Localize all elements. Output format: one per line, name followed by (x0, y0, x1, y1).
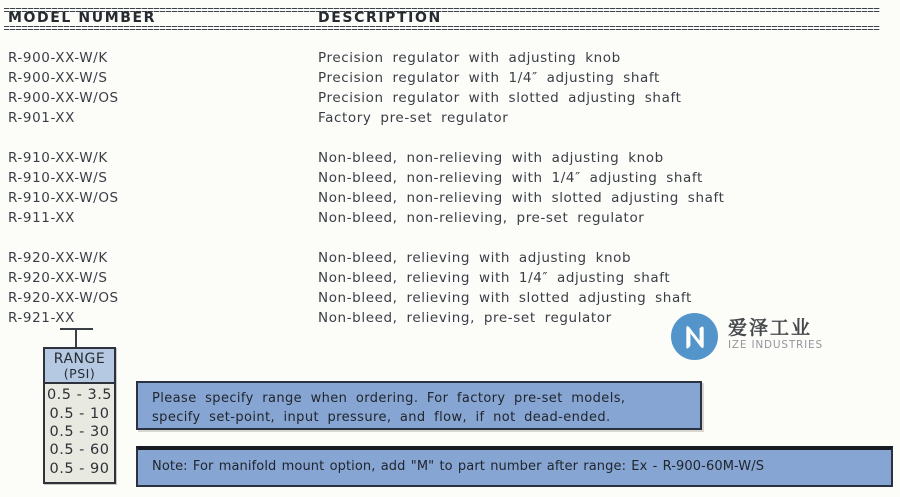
range-value: 0.5 - 10 (49, 405, 110, 422)
table-row (0, 248, 900, 268)
model-description: Factory pre-set regulator (318, 110, 509, 126)
model-number: R-920-XX-W/OS (8, 290, 119, 306)
model-number: R-911-XX (8, 210, 75, 226)
description-header: DESCRIPTION (318, 10, 442, 26)
range-subtitle: (PSI) (63, 366, 96, 381)
range-value-list (45, 384, 114, 480)
table-row (0, 148, 900, 168)
ize-watermark-text (728, 312, 823, 352)
model-number: R-920-XX-W/S (8, 270, 108, 286)
model-number: R-901-XX (8, 110, 75, 126)
model-description: Non-bleed, relieving with 1/4″ adjusting shaft (318, 270, 671, 286)
table-row (0, 88, 900, 108)
model-number: R-910-XX-W/S (8, 170, 108, 186)
range-box-header (45, 349, 114, 384)
model-description: Non-bleed, relieving with slotted adjusting shaft (318, 290, 692, 306)
model-number: R-920-XX-W/K (8, 250, 108, 266)
table-row (0, 48, 900, 68)
model-description: Precision regulator with 1/4″ adjusting shaft (318, 70, 660, 86)
model-number: R-921-XX (8, 310, 75, 326)
model-number: R-900-XX-W/S (8, 70, 108, 86)
model-group-910 (0, 148, 900, 228)
model-description: Precision regulator with slotted adjusting shaft (318, 90, 682, 106)
manifold-note-box (136, 446, 893, 487)
model-description: Non-bleed, non-relieving, pre-set regulator (318, 210, 645, 226)
table-row (0, 168, 900, 188)
range-title: RANGE (53, 351, 106, 367)
model-number: R-910-XX-W/OS (8, 190, 119, 206)
range-value: 0.5 - 30 (49, 423, 110, 440)
table-row (0, 188, 900, 208)
model-number: R-910-XX-W/K (8, 150, 108, 166)
range-value: 0.5 - 3.5 (46, 387, 113, 404)
model-number-header: MODEL NUMBER (8, 10, 157, 26)
ordering-note-line2: specify set-point, input pressure, and flow, if not dead-ended. (152, 410, 611, 425)
table-row (0, 288, 900, 308)
table-row (0, 208, 900, 228)
table-row (0, 108, 900, 128)
table-row (0, 68, 900, 88)
model-number: R-900-XX-W/K (8, 50, 108, 66)
model-group-900 (0, 48, 900, 128)
ize-cn-name: 爱泽工业 (728, 317, 813, 339)
ize-en-name: IZE INDUSTRIES (728, 339, 823, 351)
model-description: Non-bleed, non-relieving with slotted adjusting shaft (318, 190, 725, 206)
range-value: 0.5 - 60 (49, 442, 110, 459)
range-value: 0.5 - 90 (49, 460, 110, 477)
model-number: R-900-XX-W/OS (8, 90, 119, 106)
model-description: Non-bleed, non-relieving with 1/4″ adjusting shaft (318, 170, 703, 186)
ordering-note-box (136, 381, 702, 430)
model-description: Precision regulator with adjusting knob (318, 50, 621, 66)
model-description: Non-bleed, relieving, pre-set regulator (318, 310, 612, 326)
ize-watermark (670, 312, 823, 365)
model-description: Non-bleed, relieving with adjusting knob (318, 250, 632, 266)
ordering-note-line1: Please specify range when ordering. For factory pre-set models, (152, 391, 626, 406)
range-connector-line (75, 328, 77, 347)
manifold-note-text: Note: For manifold mount option, add "M" to part number after range: Ex - R-900-60M-W/S (152, 459, 765, 474)
ize-logo-icon (670, 312, 719, 365)
header-bottom-rule (4, 26, 880, 30)
model-description: Non-bleed, non-relieving with adjusting knob (318, 150, 664, 166)
range-psi-box (43, 347, 116, 484)
table-row (0, 268, 900, 288)
